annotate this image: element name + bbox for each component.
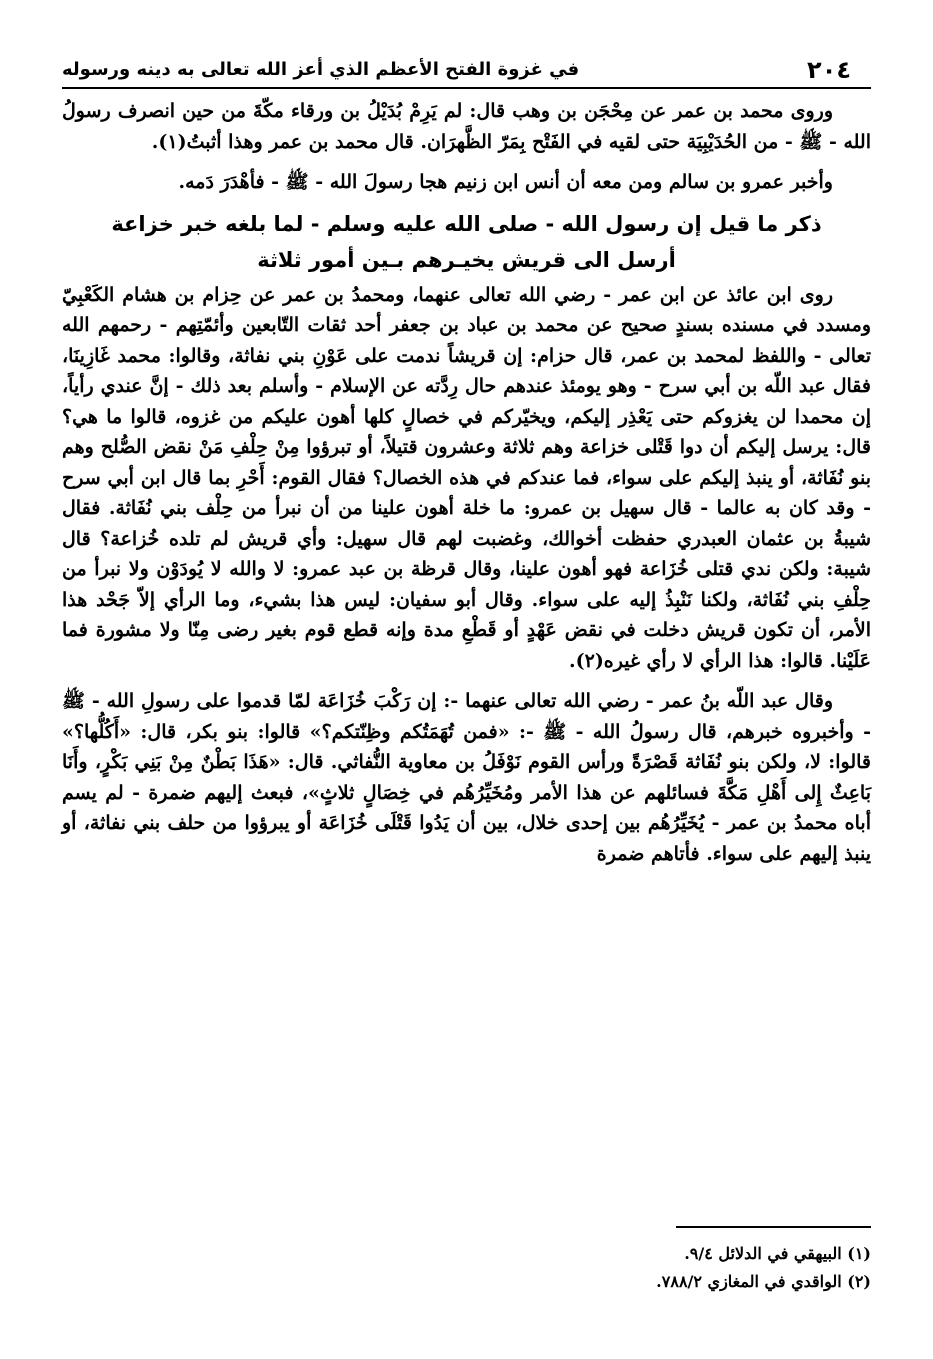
section-heading-line-2: أرسل الى قريش يخيـرهم بـين أمور ثلاثة [257, 247, 676, 272]
main-text [62, 96, 871, 869]
paragraph-ibn-aidh: روى ابن عائذ عن ابن عمر - رضي الله تعالى عنهما، ومحمدُ بن عمر عن حِزام بن هشام الكَعْبِيّ ومسدد في مسنده بسندٍ صحيح عن محمد بن عباد بن جعفر أحد ثقات التّابعين وأئمّتِهم - رحمهم الله تعالى - واللفظ لمحمد بن عمر، قال حزام: إن قريشاً ندمت على عَوْنِ بني نفاثة، وقالوا: محمد غَازِينَا، فقال عبد اللّه بن أبي سرح - وهو يومئذ عندهم حال رِدَّته عن الإسلام - وأسلم بعد ذلك - إنَّ عندي رأياً، إن محمدا لن يغزوكم حتى يَعْذِر إليكم، ويخيّركم في خصالٍ كلها أهون عليكم من غزوه، قالوا ما هي؟ قال: يرسل إليكم أن دوا قَتْلى خزاعة وهم ثلاثة وعشرون قتيلاً، أو تبرؤوا مِنْ حِلْفِ مَنْ نقض الصُّلح وهم بنو نُفَاثة، أو ينبذ إليكم على سواء، فما عندكم في هذه الخصال؟ فقال القوم: أَحْرِ بما قال ابن أبي سرح - وقد كان به عالما - قال سهيل بن عمرو: ما خلة أهون علينا من أن نبرأ من حِلْف بني نُفَاثة. فقال شيبةُ بن عثمان العبدري حفظت أخوالك، وغضبت لهم قال سهيل: وأي قريش لم تلده خُزاعة؟ قال شيبة: ولكن ندي قتلى خُزَاعة فهو أهون علينا، وقال قرظة بن عبد عمرو: لا والله لا يُودَوْن ولا نبرأ من حِلْفِ بني نُفَاثة، ولكنا نَنْبِذُ إليه على سواء. وقال أبو سفيان: ليس هذا بشيء، وما الرأي إلاّ جَحْد هذا الأمر، أن تكون قريش دخلت في نقض عَهْدٍ أو قَطْعِ مدة وإنه قطع قوم بغير رضى مِنّا ولا مشورة فما عَلَيْنا. قالوا: هذا الرأي لا رأي غيره(٢). [62, 283, 871, 672]
footnote-2: (٢) الواقدي في المغازي ٧٨٨/٢. [656, 1272, 871, 1291]
running-title: في غزوة الفتح الأعظم الذي أعز الله تعالى به دينه ورسوله [62, 59, 580, 80]
section-heading-line-1: ذكر ما قيل إن رسول الله - صلى الله عليه وسلم - لما بلغه خبر خزاعة [111, 211, 822, 236]
paragraph-amr-bin-salim: وأخبر عمرو بن سالم ومن معه أن أنس ابن زنيم هجا رسولَ الله - ﷺ - فأهْدَرَ دَمه. [178, 171, 833, 193]
page-number: ٢٠٤ [807, 56, 851, 84]
section-heading [62, 206, 871, 278]
footnote-1: (١) البيهقي في الدلائل ٩/٤. [684, 1244, 871, 1263]
paragraph-budail: وروى محمد بن عمر عن مِحْجَن بن وهب قال: لم يَرِمْ بُدَيْلُ بن ورقاء مكّةَ من حين انصرف رسولُ الله - ﷺ - من الحُدَيْبِيَة حتى لقيه في الفَتْح بِمَرّ الظَّهرَان. قال محمد بن عمر وهذا أثبتُ(١). [62, 100, 871, 153]
footnote-divider [676, 1226, 871, 1228]
paragraph-abdullah-bin-umar: وقال عبد اللّه بنُ عمر - رضي الله تعالى عنهما -: إن رَكْبَ خُزَاعَة لمّا قدموا على رسولِ الله - ﷺ - وأخبروه خبرهم، قال رسولُ الله - ﷺ -: «فمن تُهَمَتُكم وظِنّتكم؟» قالوا: بنو بكر، قال: «أَكُلُّها؟» قالوا: لا، ولكن بنو نُفَاثة قَصْرَةً ورأس القوم نَوْفَلُ بن معاوية النُّفاثي. قال: «هَذَا بَطْنٌ مِنْ بَنِي بَكْرٍ، وأَنَا بَاعِثٌ إِلى أَهْلِ مَكَّةَ فسائلهم عن هذا الأمر ومُخَيِّرُهُم في خِصَالٍ ثلاثٍ»، فبعث إليهم ضمرة - لم يسم أباه محمدُ بن عمر - يُخَيِّرُهُم بين إحدى خلال، بين أن يَدُوا قَتْلَى خُزَاعَة أو يبرؤوا من حلف بني نفاثة، أو ينبذ إليهم على سواء. فأتاهم ضمرة [62, 690, 871, 865]
page-header [62, 40, 871, 86]
header-divider [62, 87, 871, 89]
footnotes [62, 1240, 871, 1296]
